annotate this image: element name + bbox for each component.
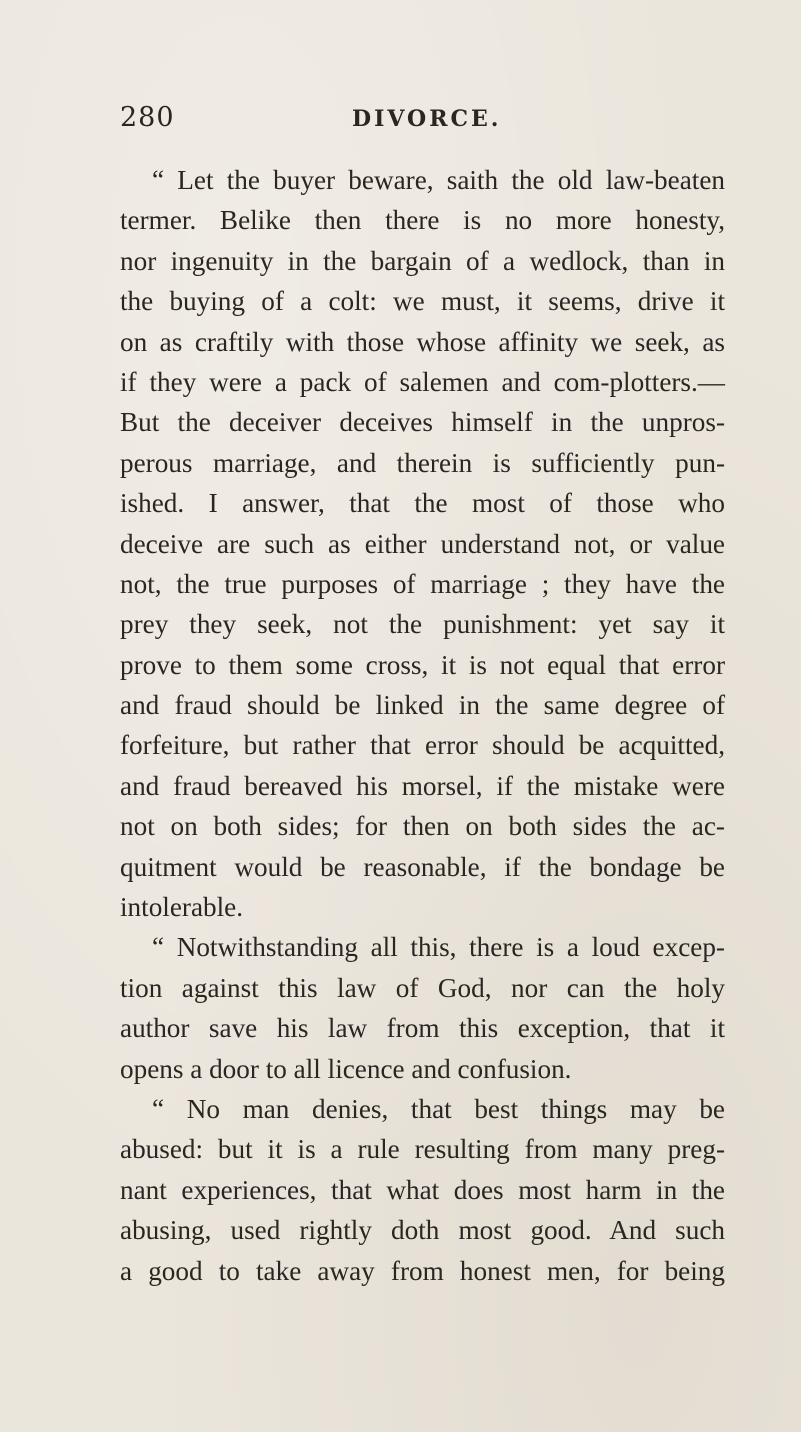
- text-line: perous marriage, and therein is sufficiently pun-: [120, 447, 725, 478]
- text-line: nant experiences, that what does most harm in the: [120, 1174, 725, 1205]
- body-text: [120, 160, 725, 1291]
- text-line: termer. Belike then there is no more honesty,: [120, 205, 725, 236]
- text-line: prove to them some cross, it is not equal that error: [120, 649, 725, 680]
- text-line: ished. I answer, that the most of those who: [120, 488, 725, 519]
- text-line: nor ingenuity in the bargain of a wedlock, than in: [120, 245, 725, 276]
- text-line: intolerable.: [120, 892, 244, 923]
- page-number: 280: [120, 102, 175, 133]
- text-line: if they were a pack of salemen and com-plotters.—: [120, 366, 725, 397]
- text-line: tion against this law of God, nor can the holy: [120, 972, 725, 1003]
- text-line: opens a door to all licence and confusion.: [120, 1053, 572, 1084]
- text-line: abusing, used rightly doth most good. And such: [120, 1215, 725, 1246]
- text-line: not on both sides; for then on both sides the ac-: [120, 811, 725, 842]
- text-line: author save his law from this exception, that it: [120, 1013, 725, 1044]
- text-line: “ Let the buyer beware, saith the old law-beaten: [152, 165, 725, 195]
- text-line: and fraud bereaved his morsel, if the mistake were: [120, 770, 725, 801]
- text-line: and fraud should be linked in the same degree of: [120, 690, 725, 721]
- running-title: DIVORCE.: [352, 106, 502, 132]
- text-line: “ Notwithstanding all this, there is a loud excep-: [152, 932, 725, 963]
- text-line: a good to take away from honest men, for being: [120, 1255, 725, 1286]
- text-line: quitment would be reasonable, if the bondage be: [120, 851, 725, 882]
- text-line: forfeiture, but rather that error should be acquitted,: [120, 730, 725, 761]
- text-line: abused: but it is a rule resulting from many preg-: [120, 1134, 725, 1165]
- text-line: deceive are such as either understand not, or value: [120, 528, 725, 559]
- text-line: the buying of a colt: we must, it seems, drive it: [120, 286, 725, 317]
- text-line: “ No man denies, that best things may be: [152, 1093, 725, 1124]
- text-line: not, the true purposes of marriage ; they have the: [120, 568, 725, 599]
- text-line: prey they seek, not the punishment: yet say it: [120, 609, 725, 640]
- text-line: on as craftily with those whose affinity we seek, as: [120, 326, 725, 357]
- running-head: [120, 102, 741, 142]
- text-line: But the deceiver deceives himself in the unpros-: [120, 407, 725, 438]
